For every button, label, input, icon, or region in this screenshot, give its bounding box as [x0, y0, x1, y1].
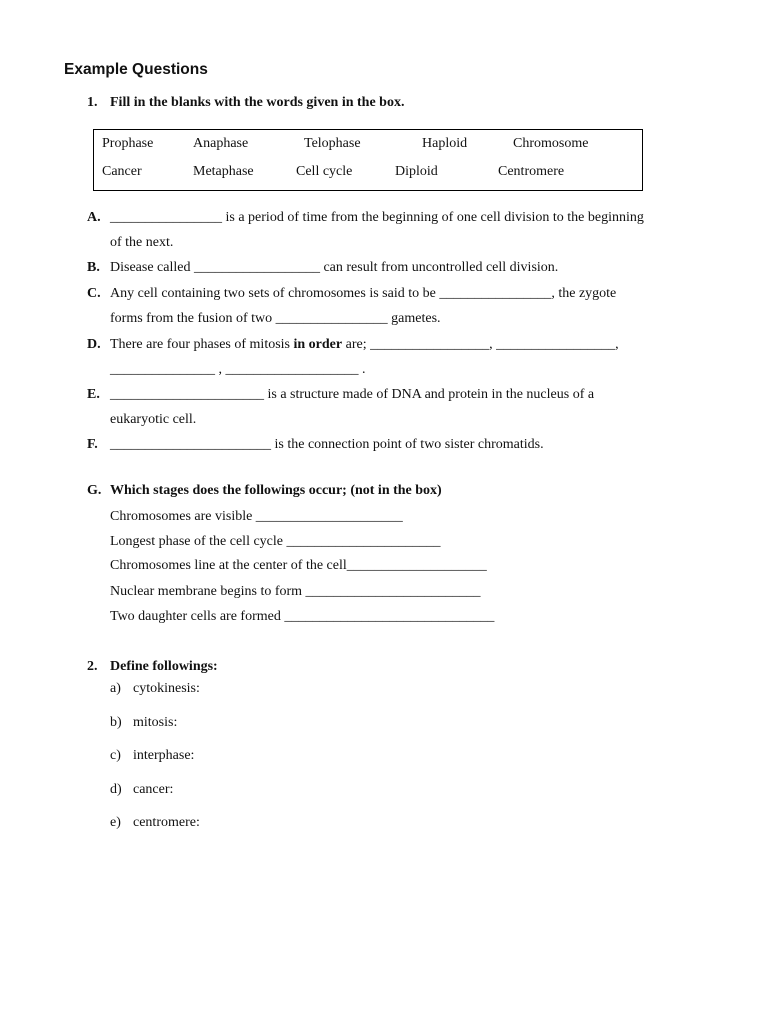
definition-term: mitosis:: [133, 715, 178, 730]
question-2-instruction: Define followings:: [110, 659, 218, 674]
item-b-line1: Disease called __________________ can result from uncontrolled cell division.: [110, 260, 559, 275]
word-anaphase: Anaphase: [193, 136, 249, 151]
item-g-question: Which stages does the followings occur; (not in the box): [110, 483, 442, 498]
item-c-line1: Any cell containing two sets of chromosomes is said to be ________________, the zygote: [110, 286, 617, 301]
item-d-text-bold: in order: [293, 337, 343, 352]
page-title: Example Questions: [64, 61, 208, 78]
item-f-label: F.: [87, 437, 98, 452]
item-g-line: Two daughter cells are formed ______________________________: [110, 609, 495, 624]
item-e-line2: eukaryotic cell.: [110, 412, 197, 427]
question-1-number: 1.: [87, 95, 98, 110]
definition-label: c): [110, 748, 121, 763]
item-e-line1: ______________________ is a structure made of DNA and protein in the nucleus of a: [110, 387, 595, 402]
definition-label: d): [110, 782, 122, 797]
item-c-label: C.: [87, 286, 101, 301]
item-d-label: D.: [87, 337, 101, 352]
question-2-number: 2.: [87, 659, 98, 674]
word-prophase: Prophase: [102, 136, 154, 151]
item-g-line: Longest phase of the cell cycle ______________________: [110, 534, 441, 549]
item-f-line1: _______________________ is the connection point of two sister chromatids.: [110, 437, 544, 452]
item-a-line1: ________________ is a period of time from the beginning of one cell division to the beginning: [110, 210, 644, 225]
word-metaphase: Metaphase: [193, 164, 254, 179]
word-telophase: Telophase: [304, 136, 361, 151]
item-g-line: Chromosomes are visible _____________________: [110, 509, 403, 524]
item-a-label: A.: [87, 210, 101, 225]
word-cancer: Cancer: [102, 164, 142, 179]
definition-label: b): [110, 715, 122, 730]
definition-term: centromere:: [133, 815, 200, 830]
definition-term: cancer:: [133, 782, 174, 797]
item-e-label: E.: [87, 387, 100, 402]
item-d-line2: _______________ , ___________________ .: [110, 362, 366, 377]
item-d-text-pre: There are four phases of mitosis: [110, 337, 294, 352]
definition-term: cytokinesis:: [133, 681, 200, 696]
definition-label: e): [110, 815, 121, 830]
item-g-line: Chromosomes line at the center of the cell____________________: [110, 558, 487, 573]
item-d-line1: [110, 337, 619, 353]
definition-term: interphase:: [133, 748, 195, 763]
word-chromosome: Chromosome: [513, 136, 589, 151]
word-haploid: Haploid: [422, 136, 468, 151]
question-1-instruction: Fill in the blanks with the words given in the box.: [110, 95, 405, 110]
word-centromere: Centromere: [498, 164, 565, 179]
item-b-label: B.: [87, 260, 100, 275]
definition-label: a): [110, 681, 121, 696]
item-a-line2: of the next.: [110, 235, 174, 250]
word-diploid: Diploid: [395, 164, 438, 179]
item-c-line2: forms from the fusion of two ________________ gametes.: [110, 311, 441, 326]
item-g-line: Nuclear membrane begins to form _________________________: [110, 584, 481, 599]
item-d-text-post: are; _________________, _________________,: [342, 337, 619, 352]
word-cell-cycle: Cell cycle: [296, 164, 353, 179]
item-g-label: G.: [87, 483, 102, 498]
